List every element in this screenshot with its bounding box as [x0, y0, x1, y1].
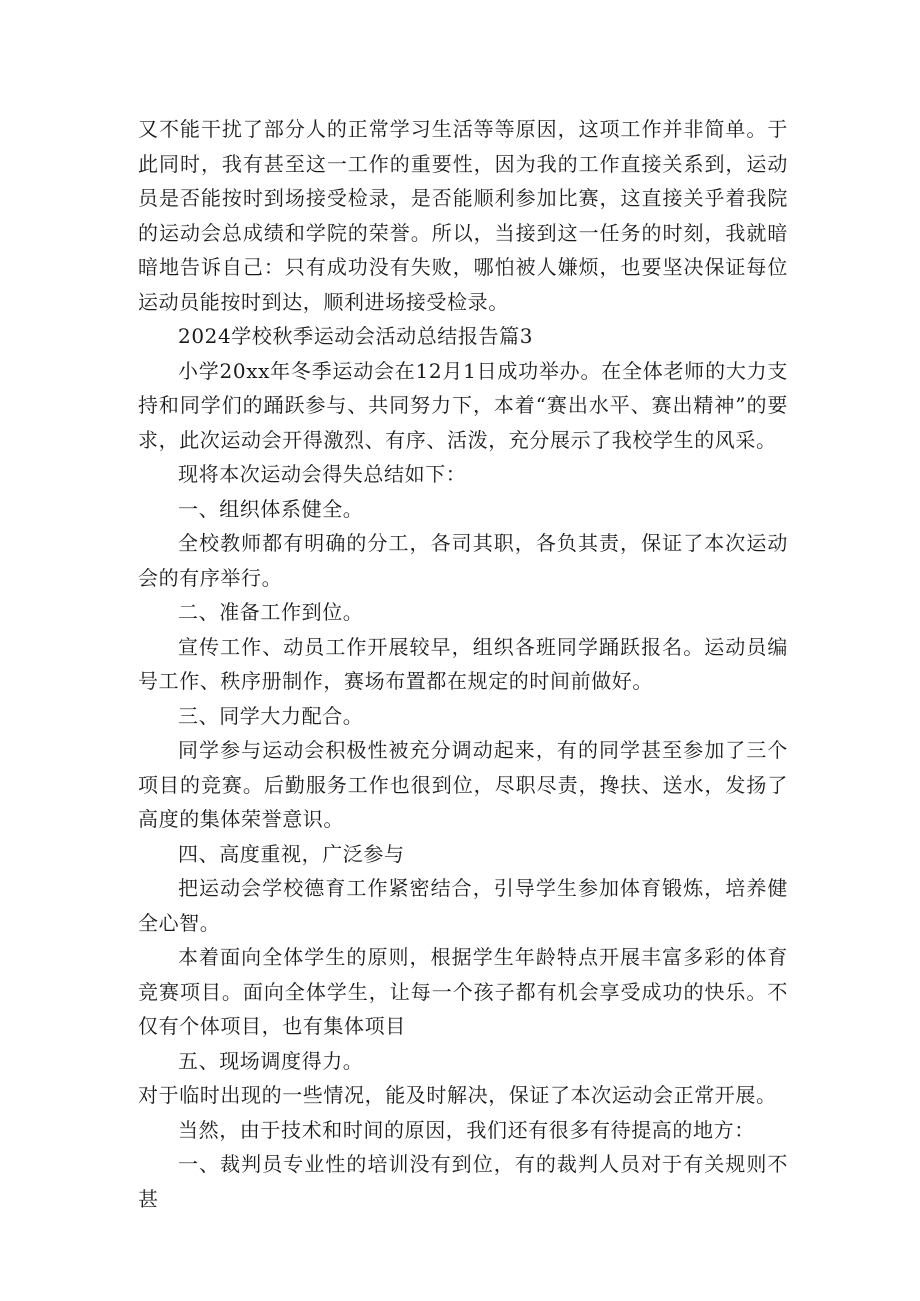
paragraph: 小学20xx年冬季运动会在12月1日成功举办。在全体老师的大力支持和同学们的踊跃参与、共同努力下，本着“赛出水平、赛出精神”的要求，此次运动会开得激烈、有序、活泼，充分展示了我校学生的风采。 — [138, 358, 788, 452]
paragraph: 现将本次运动会得失总结如下： — [178, 462, 467, 486]
paragraph: 全校教师都有明确的分工，各司其职，各负其责，保证了本次运动会的有序举行。 — [138, 531, 788, 590]
list-heading: 五、现场调度得力。 — [178, 1048, 364, 1073]
paragraph: 对于临时出现的一些情况，能及时解决，保证了本次运动会正常开展。 — [138, 1083, 777, 1107]
paragraph: 又不能干扰了部分人的正常学习生活等等原因，这项工作并非简单。于此同时，我有甚至这一工作的重要性，因为我的工作直接关系到，运动员是否能按时到场接受检录，是否能顺利参加比赛，这直接关乎着我院的运动会总成绩和学院的荣誉。所以，当接到这一任务的时刻，我就暗暗地告诉自己：只有成功没有失败，哪怕被人嫌烦，也要坚决保证每位运动员能按时到达，顺利进场接受检录。 — [138, 117, 788, 314]
paragraph: 本着面向全体学生的原则，根据学生年龄特点开展丰富多彩的体育竞赛项目。面向全体学生，让每一个孩子都有机会享受成功的快乐。不仅有个体项目，也有集体项目 — [138, 945, 788, 1038]
document-body — [138, 112, 788, 1216]
list-heading: 一、组织体系健全。 — [178, 496, 364, 521]
paragraph: 同学参与运动会积极性被充分调动起来，有的同学甚至参加了三个项目的竞赛。后勤服务工作也很到位，尽职尽责，搀扶、送水，发扬了高度的集体荣誉意识。 — [138, 738, 788, 831]
paragraph: 一、裁判员专业性的培训没有到位，有的裁判人员对于有关规则不甚 — [138, 1152, 788, 1211]
list-heading: 四、高度重视，广泛参与 — [178, 841, 405, 866]
paragraph: 宣传工作、动员工作开展较早，组织各班同学踊跃报名。运动员编号工作、秩序册制作，赛场布置都在规定的时间前做好。 — [138, 634, 788, 693]
paragraph: 当然，由于技术和时间的原因，我们还有很多有待提高的地方： — [178, 1117, 755, 1142]
section-heading: 2024学校秋季运动会活动总结报告篇3 — [178, 324, 534, 348]
list-heading: 二、准备工作到位。 — [178, 600, 364, 624]
paragraph: 把运动会学校德育工作紧密结合，引导学生参加体育锻炼，培养健全心智。 — [138, 876, 788, 935]
list-heading: 三、同学大力配合。 — [178, 703, 364, 728]
